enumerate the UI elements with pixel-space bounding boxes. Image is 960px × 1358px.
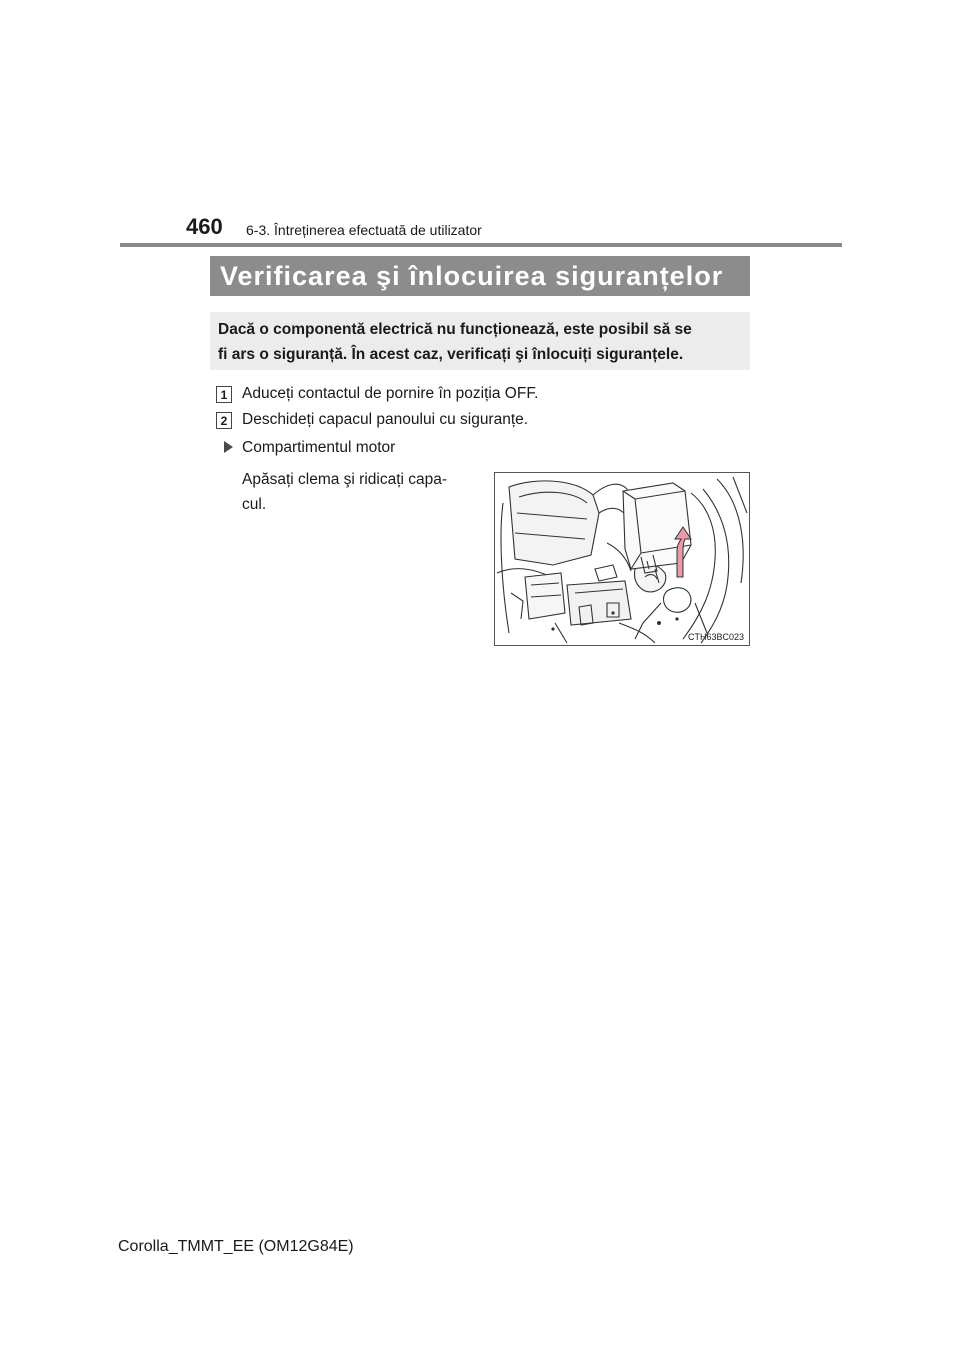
subsection-heading: [224, 439, 395, 457]
lift-arrow: [675, 527, 691, 577]
intro-line-2: fi ars o siguranță. În acest caz, verificați şi înlocuiți siguranțele.: [218, 346, 684, 363]
header-rule: [120, 243, 842, 247]
illustration-code: CTH63BC023: [687, 632, 744, 642]
footer-text: Corolla_TMMT_EE (OM12G84E): [118, 1238, 354, 1255]
intro-box: [210, 312, 750, 370]
subsection-heading-text: Compartimentul motor: [242, 439, 396, 456]
engine-drawing: [495, 473, 749, 645]
engine-compartment-illustration: [494, 472, 750, 646]
step-number-1: 1: [216, 386, 232, 403]
instruction-line-1: Apăsați clema şi ridicați capa-: [242, 471, 448, 488]
page-number: 460: [186, 214, 223, 239]
page-title: Verificarea şi înlocuirea siguranțelor: [210, 256, 750, 296]
arrow-right-icon: [224, 441, 233, 453]
intro-line-1: Dacă o componentă electrică nu funcționează, este posibil să se: [218, 321, 692, 338]
section-header: 6-3. Întreținerea efectuată de utilizator: [246, 222, 482, 238]
step-number-2: 2: [216, 412, 232, 429]
step-text-1: Aduceți contactul de pornire în poziția OFF.: [242, 385, 539, 402]
instruction-line-2: cul.: [242, 496, 267, 513]
step-text-2: Deschideți capacul panoului cu siguranțe.: [242, 411, 529, 428]
instruction-text: [242, 467, 476, 517]
